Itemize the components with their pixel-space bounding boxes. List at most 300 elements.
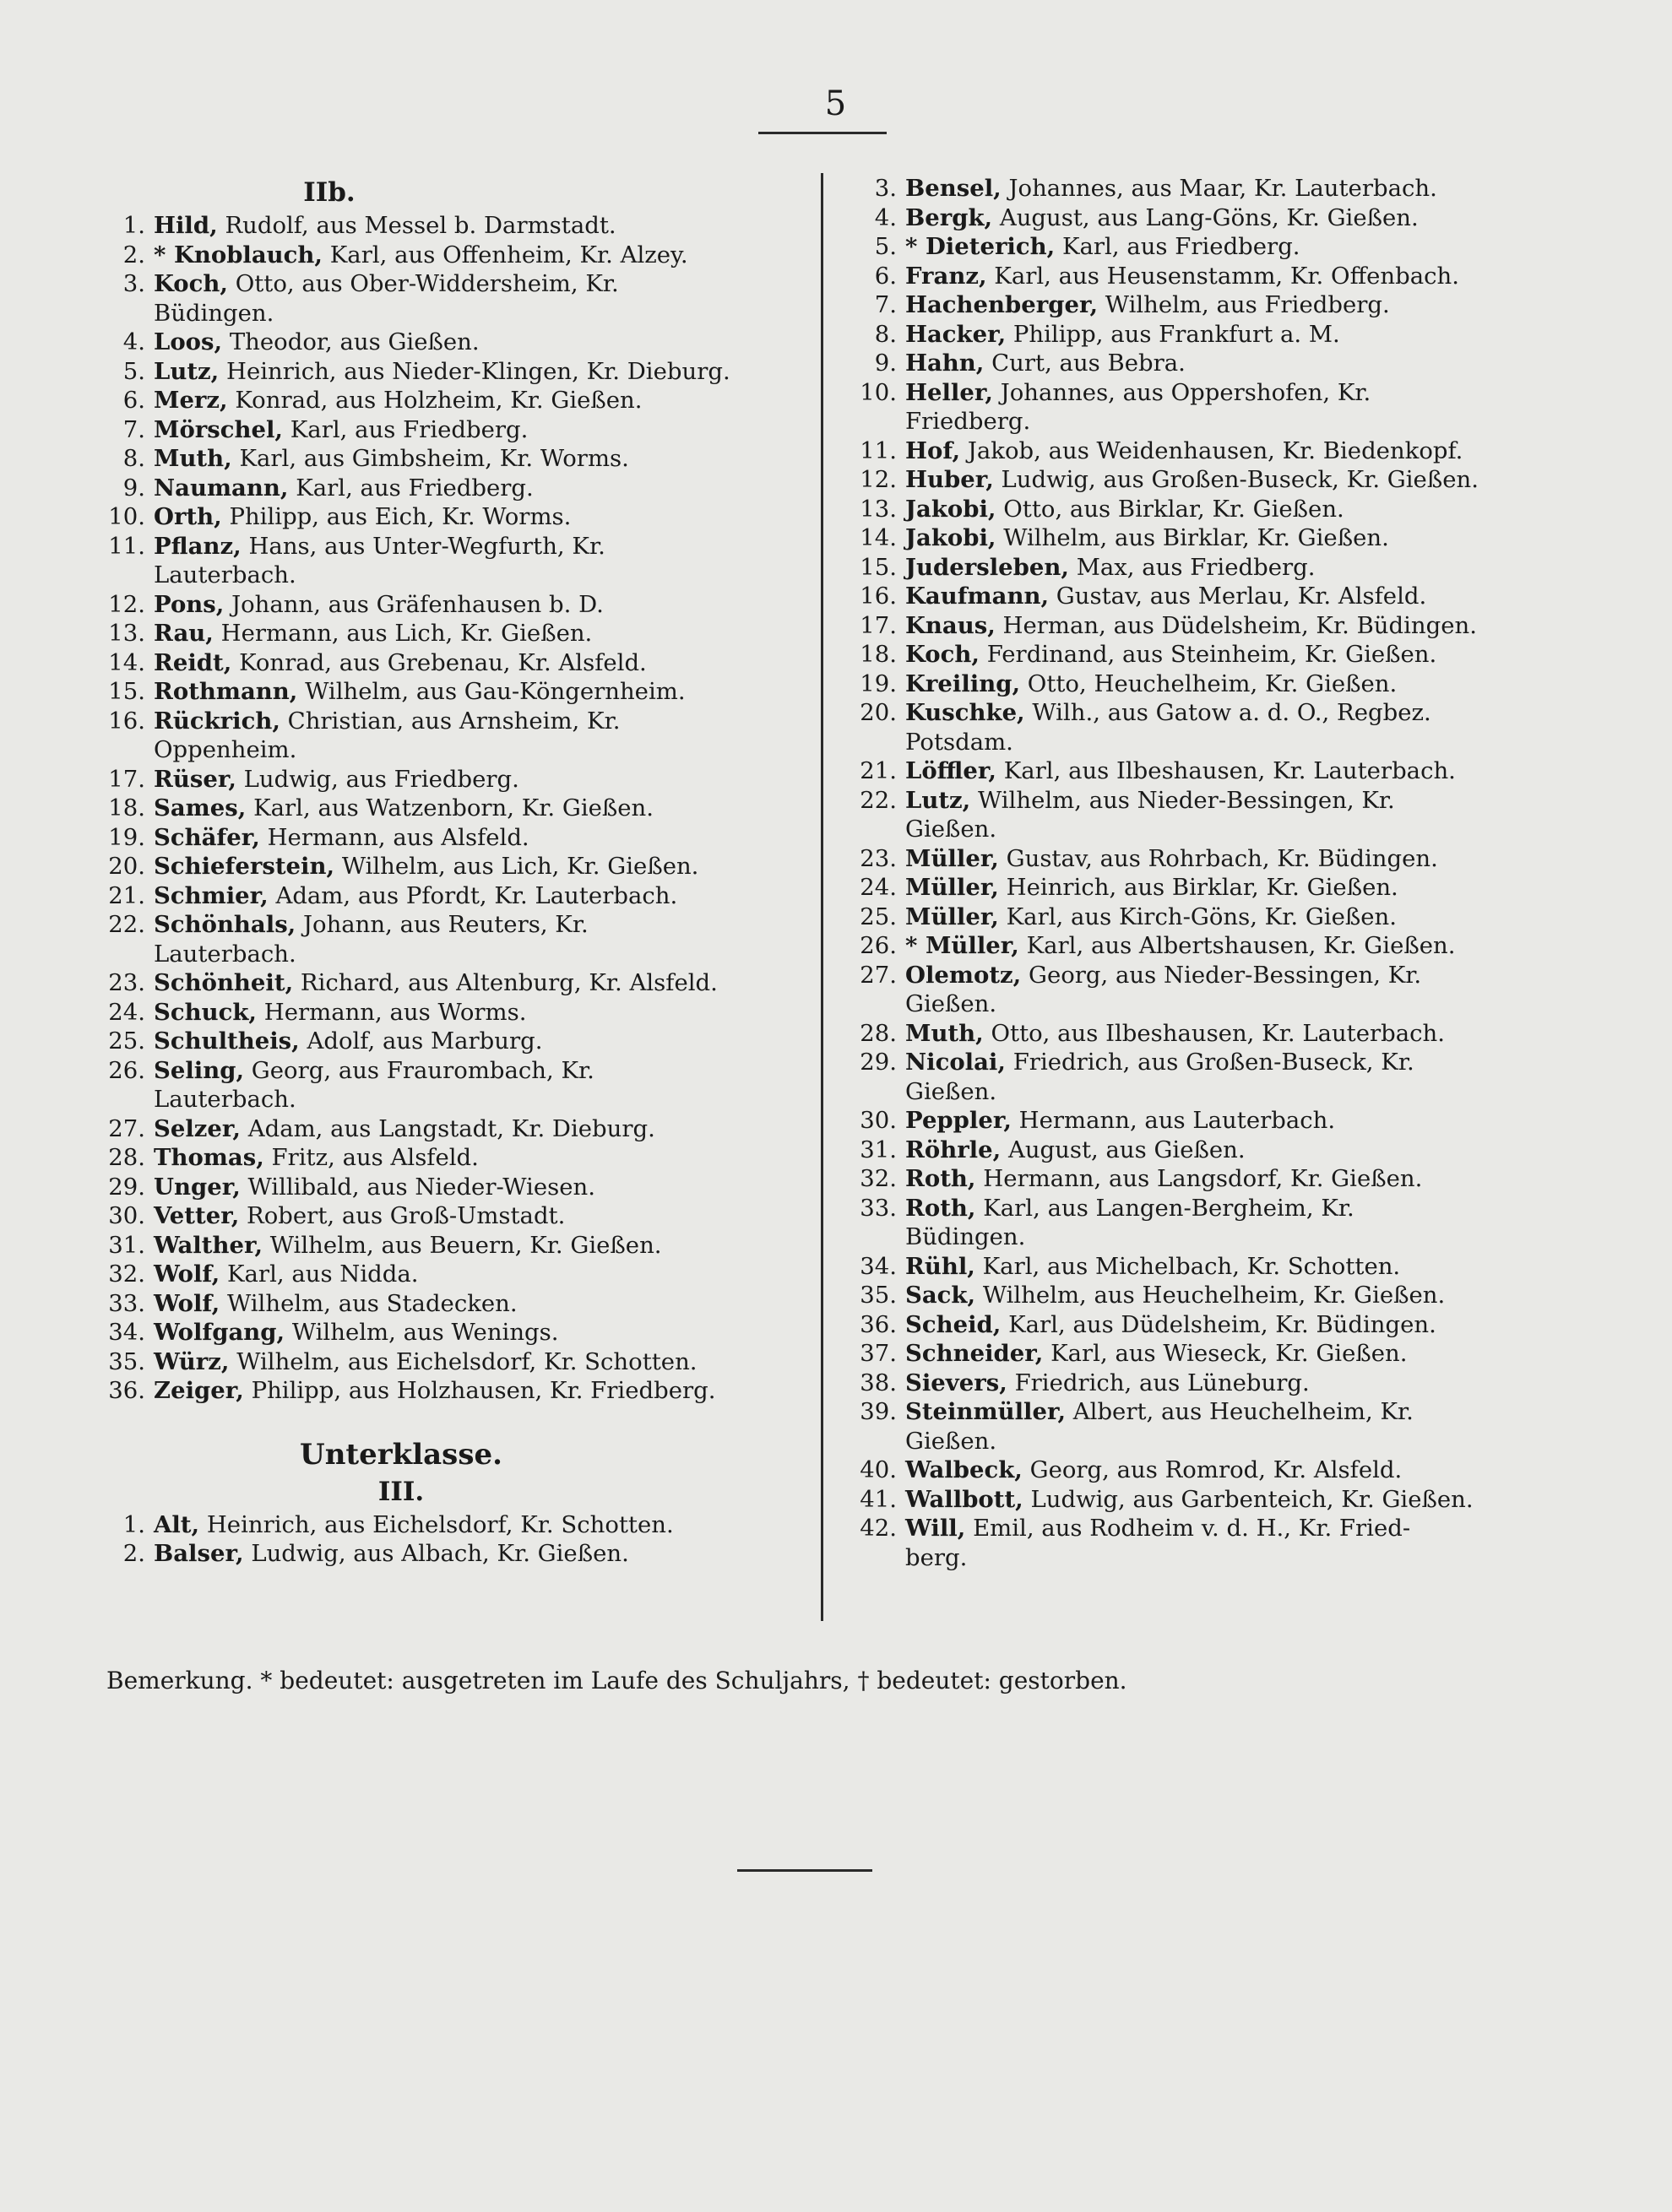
entry-text <box>145 1289 802 1319</box>
entry-text <box>897 290 1571 320</box>
page-number: 5 <box>824 84 848 123</box>
list-item <box>101 1056 802 1086</box>
entry-continuation: Büdingen. <box>905 1223 1026 1250</box>
student-details: Wilhelm, aus Friedberg. <box>1105 291 1390 318</box>
entry-continuation: Büdingen. <box>154 299 274 327</box>
student-details: Karl, aus Düdelsheim, Kr. Büdingen. <box>1008 1310 1436 1338</box>
student-name: Rothmann, <box>154 678 298 705</box>
student-name: Würz, <box>154 1347 230 1375</box>
list-item <box>101 386 802 415</box>
student-details: Wilhelm, aus Birklar, Kr. Gießen. <box>1003 524 1389 551</box>
list-item <box>101 357 802 387</box>
student-details: Christian, aus Arnsheim, Kr. <box>287 707 621 735</box>
entry-number: 17. <box>108 765 145 793</box>
entry-text <box>145 502 802 532</box>
list-item <box>853 903 1571 932</box>
list-item <box>101 765 802 794</box>
entry-number: 26. <box>860 932 897 959</box>
student-details: Otto, aus Ober-Widdersheim, Kr. <box>235 270 619 297</box>
student-details: Heinrich, aus Birklar, Kr. Gießen. <box>1006 874 1398 901</box>
entry-text <box>897 203 1571 233</box>
student-details: Karl, aus Watzenborn, Kr. Gießen. <box>253 794 654 821</box>
list-item <box>101 619 802 648</box>
entry-number: 5. <box>874 233 897 260</box>
student-name: Roth, <box>905 1194 976 1222</box>
student-details: Hermann, aus Worms. <box>263 998 527 1026</box>
list-item <box>101 1376 802 1406</box>
student-details: Max, aus Friedberg. <box>1076 553 1316 581</box>
student-name: Kaufmann, <box>905 583 1050 610</box>
left-entry-list <box>101 211 802 1406</box>
entry-text <box>897 670 1571 699</box>
student-details: Philipp, aus Frankfurt a. M. <box>1012 320 1340 348</box>
entry-text <box>145 269 802 299</box>
list-item <box>101 968 802 998</box>
student-name: Hacker, <box>905 320 1007 348</box>
student-name: Kuschke, <box>905 699 1025 726</box>
entry-continuation: Gießen. <box>905 816 997 843</box>
student-details: Karl, aus Michelbach, Kr. Schotten. <box>982 1252 1401 1280</box>
student-name: Koch, <box>154 270 228 297</box>
class-heading-iii: III. <box>377 1476 425 1507</box>
entry-text <box>145 474 802 503</box>
student-name: Wolfgang, <box>154 1319 285 1346</box>
entry-text <box>145 794 802 823</box>
student-name: Schultheis, <box>154 1027 300 1054</box>
student-name: Schuck, <box>154 998 257 1026</box>
entry-text <box>897 582 1571 611</box>
entry-text <box>897 495 1571 524</box>
student-details: Robert, aus Groß-Umstadt. <box>247 1202 566 1229</box>
student-details: Karl, aus Friedberg. <box>296 474 534 501</box>
student-details: Ludwig, aus Friedberg. <box>243 765 519 793</box>
student-name: Pflanz, <box>154 532 242 560</box>
student-name: Franz, <box>905 262 987 290</box>
student-name: Sievers, <box>905 1369 1007 1396</box>
entry-text <box>145 1201 802 1231</box>
student-details: Emil, aus Rodheim v. d. H., Kr. Fried- <box>973 1515 1411 1542</box>
student-name: * Knoblauch, <box>154 241 323 268</box>
list-item <box>101 1027 802 1056</box>
entry-text <box>897 1339 1571 1369</box>
entry-number: 14. <box>860 524 897 551</box>
student-details: Otto, Heuchelheim, Kr. Gießen. <box>1027 670 1398 697</box>
entry-text <box>145 1539 802 1569</box>
student-name: Schmier, <box>154 881 269 909</box>
entry-number: 20. <box>108 853 145 880</box>
student-details: Georg, aus Romrod, Kr. Alsfeld. <box>1029 1456 1403 1483</box>
entry-number: 4. <box>874 203 897 231</box>
student-name: Steinmüller, <box>905 1398 1067 1425</box>
student-details: Karl, aus Kirch-Göns, Kr. Gießen. <box>1006 903 1397 930</box>
student-details: Herman, aus Düdelsheim, Kr. Büdingen. <box>1002 611 1477 639</box>
list-item <box>101 211 802 241</box>
list-item <box>853 290 1571 320</box>
entry-number: 28. <box>860 1019 897 1047</box>
entry-text <box>145 444 802 474</box>
student-details: Karl, aus Offenheim, Kr. Alzey. <box>329 241 688 268</box>
entry-text <box>897 553 1571 583</box>
student-details: Curt, aus Bebra. <box>991 350 1186 377</box>
list-item <box>101 677 802 707</box>
entry-text <box>145 998 802 1027</box>
list-item <box>853 1339 1571 1369</box>
entry-number: 27. <box>108 1114 145 1142</box>
entry-number: 19. <box>108 823 145 851</box>
entry-number: 13. <box>860 495 897 523</box>
student-name: Pons, <box>154 590 225 618</box>
entry-continuation: Gießen. <box>905 1427 997 1455</box>
entry-text <box>145 677 802 707</box>
student-name: Balser, <box>154 1540 244 1567</box>
entry-number: 30. <box>108 1202 145 1229</box>
entry-number: 2. <box>122 1540 145 1567</box>
entry-number: 12. <box>108 590 145 618</box>
student-details: Hermann, aus Lich, Kr. Gießen. <box>220 620 593 647</box>
student-details: Hermann, aus Alsfeld. <box>267 823 529 851</box>
bottom-rule <box>737 1869 872 1872</box>
student-name: Vetter, <box>154 1202 240 1229</box>
entry-text <box>145 765 802 794</box>
list-item <box>101 502 802 532</box>
list-item <box>853 203 1571 233</box>
entry-number: 37. <box>860 1340 897 1367</box>
student-name: Heller, <box>905 378 993 406</box>
entry-number: 11. <box>860 436 897 464</box>
list-item <box>853 1485 1571 1515</box>
entry-text <box>145 1347 802 1377</box>
student-name: Schneider, <box>905 1340 1044 1367</box>
entry-number: 14. <box>108 648 145 676</box>
entry-number: 7. <box>122 415 145 443</box>
entry-number: 4. <box>122 328 145 355</box>
right-entry-list <box>853 174 1571 1572</box>
entry-number: 15. <box>108 678 145 705</box>
student-name: Orth, <box>154 503 222 530</box>
student-name: Alt, <box>154 1510 200 1538</box>
entry-number: 7. <box>874 291 897 318</box>
list-item <box>101 881 802 911</box>
entry-number: 36. <box>108 1377 145 1404</box>
student-name: Jakobi, <box>905 524 996 551</box>
student-details: Wilhelm, aus Beuern, Kr. Gießen. <box>269 1231 662 1259</box>
student-details: Karl, aus Ilbeshausen, Kr. Lauterbach. <box>1003 757 1456 784</box>
student-name: Reidt, <box>154 648 232 676</box>
student-details: Karl, aus Friedberg. <box>1061 233 1300 260</box>
student-name: Bensel, <box>905 175 1002 202</box>
list-item <box>853 1106 1571 1136</box>
student-details: Fritz, aus Alsfeld. <box>271 1144 479 1171</box>
student-name: Wolf, <box>154 1261 220 1288</box>
student-name: Thomas, <box>154 1144 264 1171</box>
section-heading-unterklasse: Unterklasse. <box>300 1437 502 1472</box>
list-item <box>853 670 1571 699</box>
entry-text <box>145 590 802 620</box>
student-details: Johannes, aus Oppershofen, Kr. <box>1000 378 1371 406</box>
entry-text <box>897 378 1571 408</box>
student-details: Ludwig, aus Garbenteich, Kr. Gießen. <box>1030 1485 1474 1513</box>
list-item <box>853 1252 1571 1282</box>
entry-number: 21. <box>108 881 145 909</box>
student-details: Johann, aus Gräfenhausen b. D. <box>231 590 604 618</box>
entry-text <box>145 357 802 387</box>
student-name: Müller, <box>905 903 999 930</box>
entry-text <box>897 1164 1571 1194</box>
list-item <box>101 998 802 1027</box>
student-name: Judersleben, <box>905 553 1069 581</box>
entry-text <box>145 881 802 911</box>
student-name: Rau, <box>154 620 214 647</box>
student-name: Muth, <box>154 445 232 472</box>
entry-number: 6. <box>122 387 145 414</box>
entry-number: 18. <box>108 794 145 821</box>
student-details: Wilh., aus Gatow a. d. O., Regbez. <box>1032 699 1431 726</box>
student-details: Philipp, aus Holzhausen, Kr. Friedberg. <box>251 1377 716 1404</box>
entry-number: 8. <box>122 445 145 472</box>
student-details: Wilhelm, aus Lich, Kr. Gießen. <box>341 853 699 880</box>
entry-text <box>897 903 1571 932</box>
entry-text <box>897 756 1571 786</box>
list-item <box>853 1136 1571 1165</box>
entry-text <box>897 1485 1571 1515</box>
list-item <box>101 328 802 357</box>
entry-number: 25. <box>860 903 897 930</box>
entry-number: 35. <box>108 1347 145 1375</box>
list-item <box>853 698 1571 728</box>
list-item <box>101 444 802 474</box>
entry-number: 36. <box>860 1310 897 1338</box>
student-details: Karl, aus Gimbsheim, Kr. Worms. <box>239 445 629 472</box>
entry-text <box>897 1252 1571 1282</box>
student-name: Selzer, <box>154 1114 241 1142</box>
list-item <box>101 590 802 620</box>
entry-number: 25. <box>108 1027 145 1054</box>
list-item <box>101 1347 802 1377</box>
student-details: Ferdinand, aus Steinheim, Kr. Gießen. <box>986 641 1437 668</box>
student-name: Röhrle, <box>905 1136 1002 1163</box>
list-item <box>853 844 1571 874</box>
entry-continuation: Lauterbach. <box>154 1086 296 1113</box>
entry-text <box>145 823 802 853</box>
entry-text <box>897 961 1571 990</box>
list-item <box>853 262 1571 291</box>
entry-number: 22. <box>860 786 897 814</box>
list-item <box>101 474 802 503</box>
list-item <box>101 648 802 678</box>
entry-text <box>145 415 802 445</box>
entry-text <box>145 1376 802 1406</box>
list-item <box>101 1260 802 1289</box>
student-details: Ludwig, aus Albach, Kr. Gießen. <box>251 1540 629 1567</box>
entry-number: 24. <box>860 874 897 901</box>
entry-number: 34. <box>108 1319 145 1346</box>
student-name: Hachenberger, <box>905 291 1099 318</box>
entry-text <box>145 1231 802 1261</box>
list-item <box>853 640 1571 670</box>
list-item <box>853 582 1571 611</box>
list-item <box>853 436 1571 466</box>
list-item <box>853 1456 1571 1485</box>
entry-number: 10. <box>860 378 897 406</box>
entry-number: 1. <box>122 212 145 239</box>
entry-text <box>897 436 1571 466</box>
student-details: Georg, aus Fraurombach, Kr. <box>251 1056 594 1084</box>
student-details: Willibald, aus Nieder-Wiesen. <box>247 1173 595 1201</box>
list-item <box>101 269 802 299</box>
entry-text <box>897 1514 1571 1543</box>
student-details: August, aus Gießen. <box>1007 1136 1246 1163</box>
entry-text <box>897 320 1571 350</box>
entry-text <box>897 174 1571 203</box>
entry-number: 31. <box>108 1231 145 1259</box>
student-details: Hermann, aus Langsdorf, Kr. Gießen. <box>983 1165 1423 1192</box>
student-name: Roth, <box>905 1165 976 1192</box>
student-details: Adolf, aus Marburg. <box>307 1027 543 1054</box>
student-details: Ludwig, aus Großen-Buseck, Kr. Gießen. <box>1001 466 1479 493</box>
student-details: Wilhelm, aus Nieder-Bessingen, Kr. <box>977 786 1395 814</box>
entry-text <box>145 241 802 270</box>
entry-number: 12. <box>860 466 897 493</box>
student-name: Loos, <box>154 328 223 355</box>
student-name: Mörschel, <box>154 415 284 443</box>
student-name: Huber, <box>905 466 994 493</box>
left-sub-entry-list <box>101 1510 802 1569</box>
entry-continuation: Gießen. <box>905 990 997 1017</box>
list-item <box>853 495 1571 524</box>
entry-number: 24. <box>108 998 145 1026</box>
student-name: Schäfer, <box>154 823 260 851</box>
student-details: Gustav, aus Rohrbach, Kr. Büdingen. <box>1006 844 1438 872</box>
remark-footnote: Bemerkung. * bedeutet: ausgetreten im Laufe des Schuljahrs, † bedeutet: gestorben. <box>106 1667 1127 1694</box>
entry-number: 3. <box>874 175 897 202</box>
list-item <box>853 1194 1571 1223</box>
student-details: Karl, aus Albertshausen, Kr. Gießen. <box>1026 932 1456 959</box>
student-name: Koch, <box>905 641 980 668</box>
entry-text <box>145 1027 802 1056</box>
entry-number: 23. <box>860 844 897 872</box>
list-item <box>853 465 1571 495</box>
entry-number: 41. <box>860 1485 897 1513</box>
list-item <box>101 532 802 561</box>
entry-text <box>145 1056 802 1086</box>
list-item <box>853 961 1571 990</box>
entry-number: 29. <box>108 1173 145 1201</box>
list-item <box>101 1289 802 1319</box>
entry-number: 5. <box>122 357 145 385</box>
entry-number: 13. <box>108 620 145 647</box>
entry-number: 28. <box>108 1144 145 1171</box>
student-name: Wallbott, <box>905 1485 1023 1513</box>
list-item <box>101 415 802 445</box>
student-name: Schönhals, <box>154 911 296 938</box>
list-item <box>101 852 802 881</box>
entry-continuation: Lauterbach. <box>154 940 296 968</box>
student-details: Wilhelm, aus Heuchelheim, Kr. Gießen. <box>982 1282 1446 1309</box>
entry-text <box>897 786 1571 816</box>
list-item <box>853 786 1571 816</box>
student-name: Scheid, <box>905 1310 1002 1338</box>
list-item <box>853 174 1571 203</box>
list-item <box>853 553 1571 583</box>
entry-number: 1. <box>122 1510 145 1538</box>
entry-number: 21. <box>860 757 897 784</box>
list-item <box>101 1318 802 1347</box>
entry-text <box>897 1106 1571 1136</box>
list-item <box>101 1173 802 1202</box>
entry-number: 20. <box>860 699 897 726</box>
entry-number: 34. <box>860 1252 897 1280</box>
student-details: Adam, aus Pfordt, Kr. Lauterbach. <box>275 881 678 909</box>
entry-number: 33. <box>860 1194 897 1222</box>
list-item <box>101 1143 802 1173</box>
list-item <box>101 1114 802 1144</box>
entry-number: 9. <box>874 350 897 377</box>
list-item <box>101 1510 802 1540</box>
entry-number: 17. <box>860 611 897 639</box>
student-details: Albert, aus Heuchelheim, Kr. <box>1072 1398 1414 1425</box>
student-name: Walbeck, <box>905 1456 1023 1483</box>
student-details: Jakob, aus Weidenhausen, Kr. Biedenkopf. <box>967 436 1463 464</box>
list-item <box>101 241 802 270</box>
student-name: Bergk, <box>905 203 993 231</box>
student-details: Heinrich, aus Nieder-Klingen, Kr. Dieburg. <box>225 357 730 385</box>
list-item <box>853 232 1571 262</box>
entry-number: 26. <box>108 1056 145 1084</box>
list-item <box>853 1281 1571 1310</box>
entry-number: 32. <box>860 1165 897 1192</box>
student-details: Friedrich, aus Lüneburg. <box>1014 1369 1310 1396</box>
entry-number: 10. <box>108 503 145 530</box>
entry-number: 38. <box>860 1369 897 1396</box>
class-heading-iib: IIb. <box>303 177 356 208</box>
student-details: Johann, aus Reuters, Kr. <box>303 911 589 938</box>
student-details: Rudolf, aus Messel b. Darmstadt. <box>225 212 616 239</box>
student-name: Schieferstein, <box>154 853 335 880</box>
student-name: Knaus, <box>905 611 996 639</box>
student-details: Konrad, aus Grebenau, Kr. Alsfeld. <box>239 648 647 676</box>
student-name: Rückrich, <box>154 707 280 735</box>
entry-text <box>897 698 1571 728</box>
student-name: Muth, <box>905 1019 984 1047</box>
student-name: Sames, <box>154 794 247 821</box>
entry-number: 3. <box>122 270 145 297</box>
entry-text <box>897 1019 1571 1049</box>
entry-text <box>897 465 1571 495</box>
right-column <box>853 174 1571 1572</box>
student-name: Müller, <box>905 874 999 901</box>
entry-text <box>145 852 802 881</box>
student-name: Hahn, <box>905 350 985 377</box>
entry-number: 9. <box>122 474 145 501</box>
student-name: Sack, <box>905 1282 976 1309</box>
entry-text <box>145 1173 802 1202</box>
student-details: Otto, aus Ilbeshausen, Kr. Lauterbach. <box>991 1019 1446 1047</box>
list-item <box>101 1231 802 1261</box>
student-name: Rühl, <box>905 1252 975 1280</box>
entry-text <box>897 1456 1571 1485</box>
student-name: Wolf, <box>154 1289 220 1317</box>
entry-number: 27. <box>860 961 897 989</box>
entry-number: 16. <box>108 707 145 735</box>
student-details: Karl, aus Friedberg. <box>290 415 529 443</box>
entry-continuation: Friedberg. <box>905 408 1031 435</box>
student-name: Nicolai, <box>905 1049 1006 1076</box>
list-item <box>853 349 1571 378</box>
student-name: Naumann, <box>154 474 289 501</box>
list-item <box>853 1310 1571 1340</box>
student-name: Hof, <box>905 436 961 464</box>
student-name: Müller, <box>905 844 999 872</box>
